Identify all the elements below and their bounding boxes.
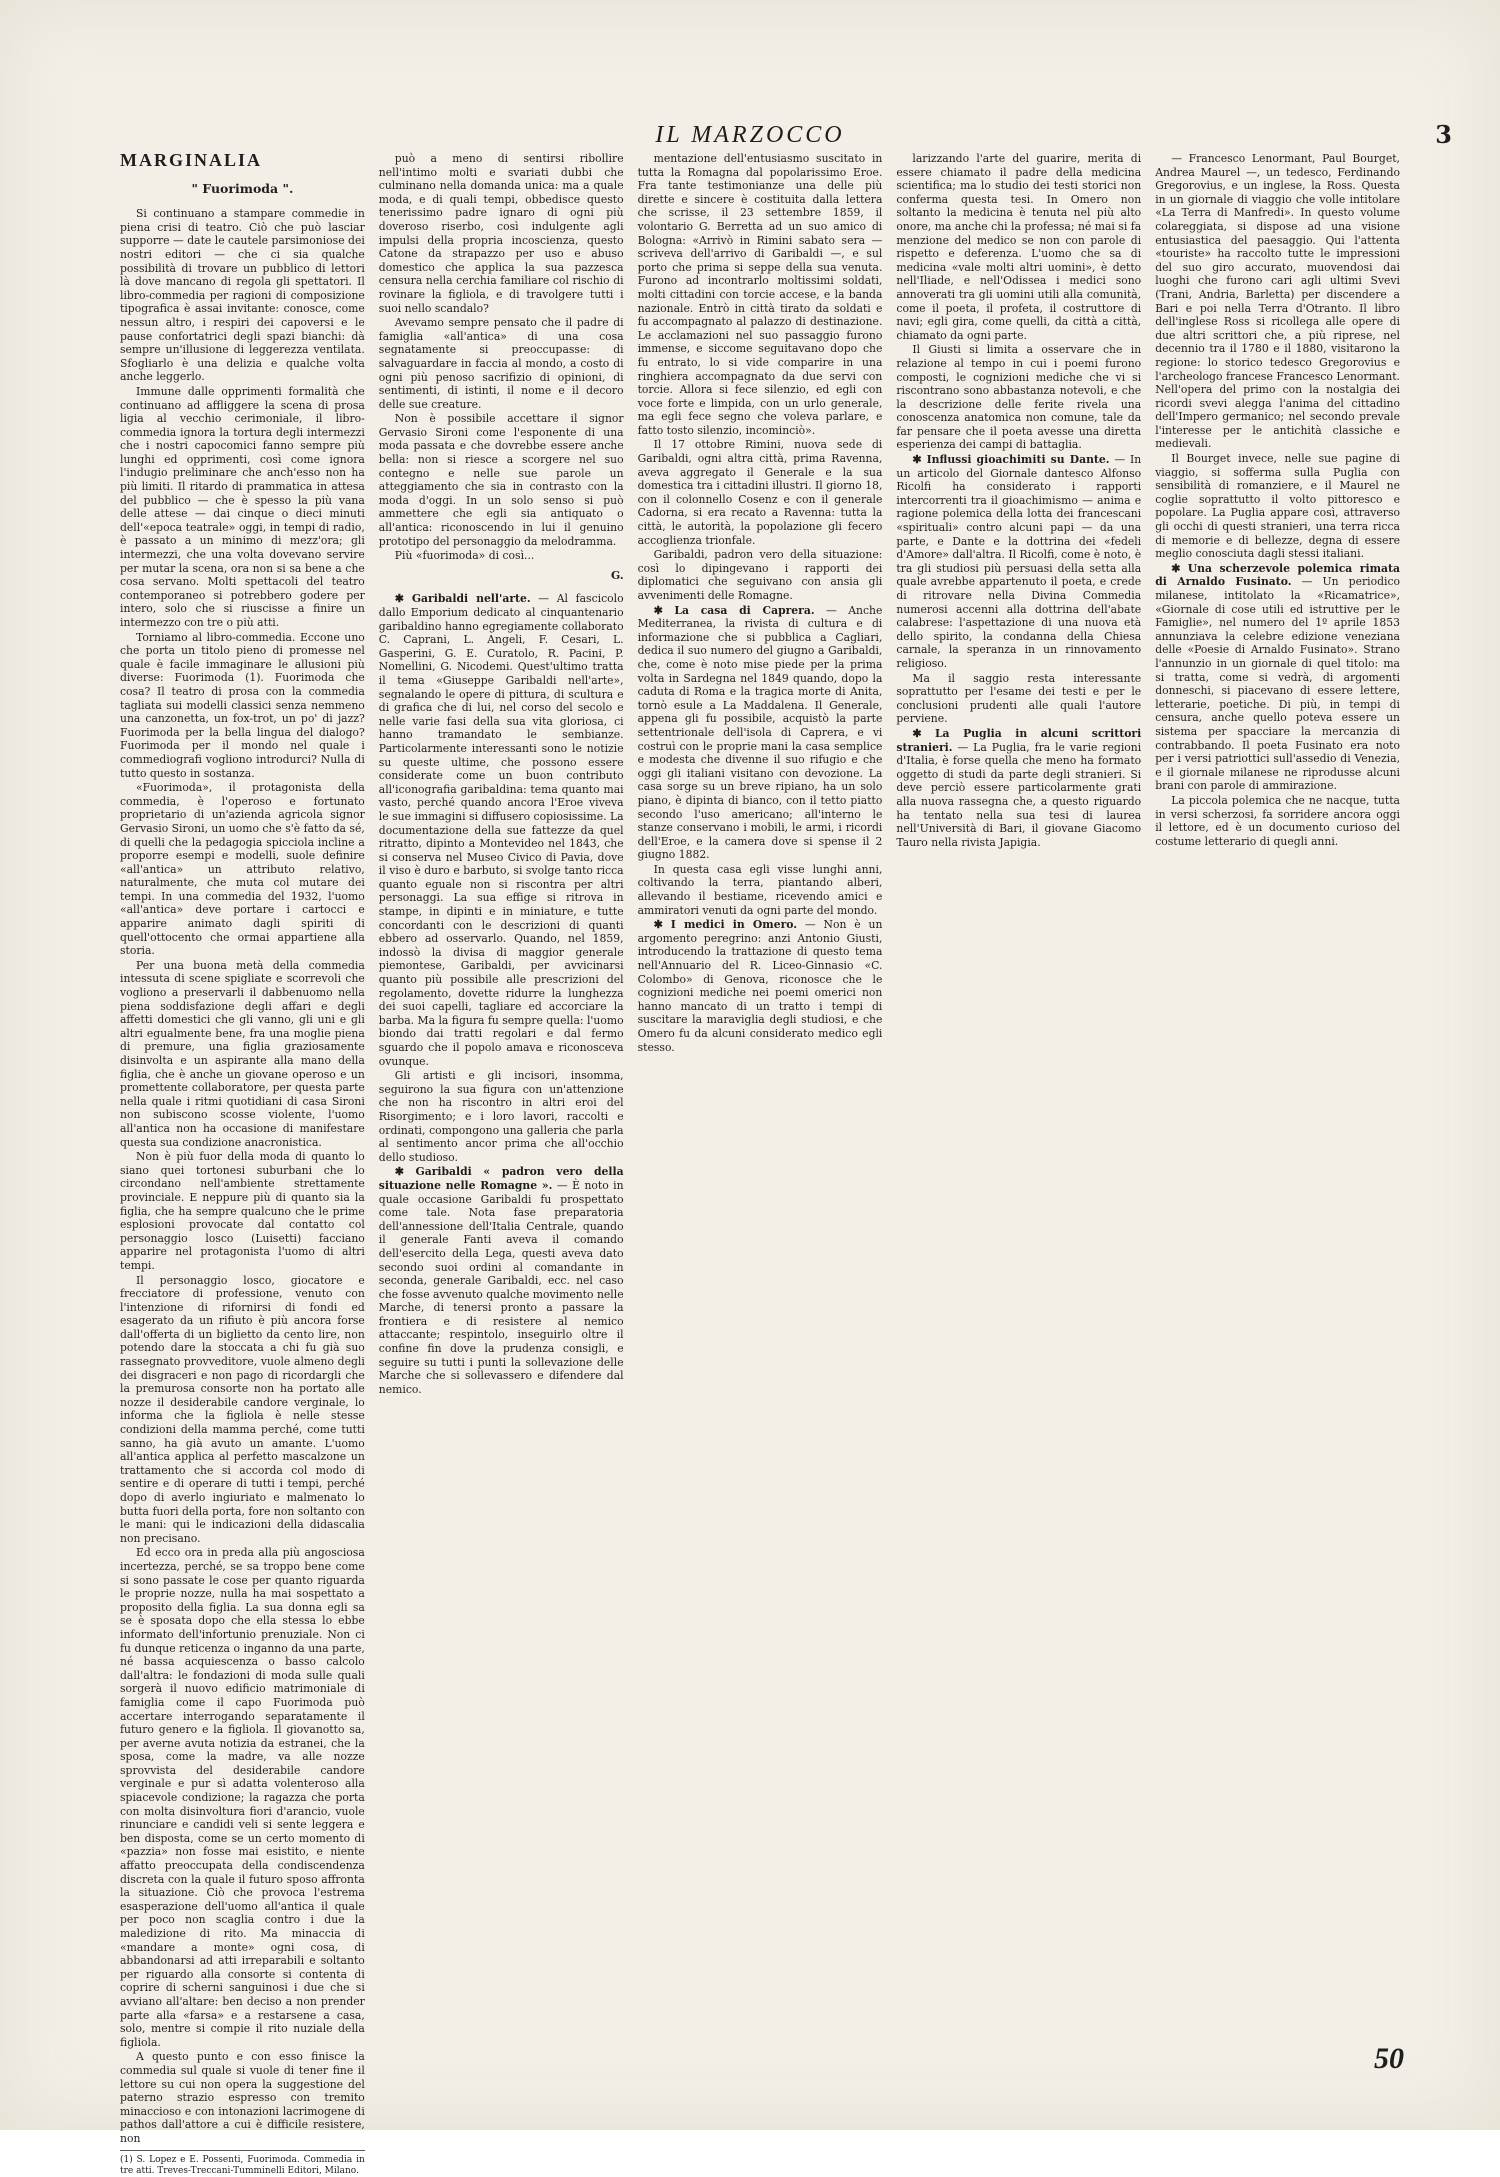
- paragraph: — Francesco Lenormant, Paul Bourget, Andrea Maurel —, un tedesco, Ferdinando Gregorovius, e un inglese, la Ross. Questa in un giornale di viaggio che volle intitolare «La Terra di Manfredi». In questo volume colareggiata, si dispose ad una visione entusiastica del paesaggio. Qui l'attenta «touriste» ha raccolto tutte le impressioni del suo giro accurato, muovendosi dai luoghi che furono cari agli ultimi Svevi (Trani, Andria, Barletta) per discendere a Bari e poi nella Terra d'Otranto. Il libro dell'inglese Ross si ricollega alle opere di due altri scrittori che, a più riprese, nel decennio tra il 1780 e il 1880, visitarono la regione: lo storico tedesco Gregorovius e l'archeologo francese Francesco Lenormant. Nell'opera del primo con la nostalgia dei ricordi svevi alegga l'anima del cittadino dell'Impero germanico; nel secondo prevale l'interesse per le antichità classiche e medievali.: [1155, 152, 1400, 451]
- section-heading: ✱ Garibaldi « padron vero della situazione nelle Romagne ».: [378, 1165, 624, 1192]
- section-text: — Anche Mediterranea, la rivista di cultura e di informazione che si pubblica a Cagliari, dedica il suo numero del giugno a Garibaldi, che, come è noto mise piede per la prima volta in Sardegna nel 1849 quando, dopo la caduta di Roma e la tragica morte di Anita, tornò esule a La Maddalena. Il Generale, appena gli fu possibile, acquistò la parte settentrionale dell'isola di Caprera, e vi costruì con le proprie mani la casa semplice e modesta che divenne il suo rifugio e che oggi gli italiani visitano con devozione. La casa sorge su un breve ripiano, ha un solo piano, è dipinta di bianco, con il tetto piatto secondo l'uso americano; all'interno le stanze conservano i mobili, le armi, i ricordi dell'Eroe, e la camera dove si spense il 2 giugno 1882.: [637, 603, 883, 862]
- footnote: (1) S. Lopez e E. Possenti, Fuorimoda. Commedia in tre atti. Treves-Treccani-Tumminelli Editori, Milano.: [120, 2150, 365, 2177]
- section-text: — Un periodico milanese, intitolato la «Ricamatrice», «Giornale di cose utili ed istruttive per le Famiglie», nel numero del 1º aprile 1853 annunziava la celebre edizione veneziana delle «Poesie di Arnaldo Fusinato». Strano l'annunzio in un giornale di quel titolo: ma si tratta, come si vedrà, di argomenti donneschi, si piacevano di essere lettere, letterarie, poetiche. Di più, in tempi di censura, anche quello poteva essere un sistema per spacciare la mercanzia di contrabbando. Il poeta Fusinato era noto per i versi patriottici sull'assedio di Venezia, e il giornale milanese ne riprodusse alcuni brani con parole di ammirazione.: [1155, 575, 1400, 793]
- paragraph: larizzando l'arte del guarire, merita di essere chiamato il padre della medicina scientifica; ma lo studio dei testi storici non conferma questa tesi. In Omero non soltanto la medicina è tenuta nel più alto onore, ma anche chi la professa; né mai si fa menzione del medico se non con parole di rispetto e deferenza. L'uomo che sa di medicina «vale molti altri uomini», è detto nell'Iliade, e nell'Odissea i medici sono annoverati tra gli uomini utili alla comunità, come il poeta, il profeta, il costruttore di navi; egli gira, come quelli, da città a città, chiamato da ogni parte.: [896, 152, 1142, 342]
- column-3: [638, 152, 883, 2177]
- paragraph: mentazione dell'entusiasmo suscitato in tutta la Romagna dal popolarissimo Eroe. Fra tante testimonianze una delle più dirette e sincere è costituita dalla lettera che scrisse, il 23 settembre 1859, il volontario G. Berretta ad un suo amico di Bologna: «Arrivò in Rimini sabato sera — scriveva dell'arrivo di Garibaldi —, e sul porto che prima si seppe della sua venuta. Furono ad incontrarlo moltissimi soldati, molti cittadini con torcie accese, e la banda nazionale. Entrò in città tirato da soldati e fu accompagnato al palazzo di destinazione. Le acclamazioni nel suo passaggio furono immense, e siccome seguitavano dopo che fu entrato, lo si vide comparire in una ringhiera accompagnato da due servi con torcie. Allora si fece silenzio, ed egli con voce forte e limpida, con un urlo generale, ma egli fece segno che voleva parlare, e fatto tosto silenzio, incominciò».: [637, 152, 883, 437]
- page-header: [40, 118, 1460, 152]
- section-text: — Non è un argomento peregrino: anzi Antonio Giusti, introducendo la trattazione di questo tema nell'Annuario del R. Liceo-Ginnasio «C. Colombo» di Genova, riconosce che le cognizioni mediche nei poemi omerici non hanno mancato di un tratto i tempi di suscitare la maraviglia degli studiosi, e che Omero fu da alcuni considerato medico egli stesso.: [637, 918, 883, 1054]
- paragraph: Ma il saggio resta interessante soprattutto per l'esame dei testi e per le conclusioni prudenti alle quali l'autore perviene.: [896, 671, 1142, 726]
- section-text: — È noto in quale occasione Garibaldi fu prospettato come tale. Nota fase preparatoria dell'annessione dell'Italia Centrale, quando il generale Fanti aveva il comando dell'esercito della Lega, questi aveva dato secondo suoi ordini al comandante in seconda, generale Garibaldi, ecc. nel caso che fosse avvenuto qualche movimento nelle Marche, di tenersi pronto a passare la frontiera e di resistere al nemico attaccante; respintolo, inseguirlo oltre il confine fin dove la prudenza consigli, e seguire su tutti i punti la sollevazione delle Marche che si sollevassero e difendere dal nemico.: [378, 1178, 624, 1396]
- section-heading: ✱ I medici in Omero.: [653, 918, 798, 932]
- column-5: [1155, 152, 1400, 2177]
- section-heading: ✱ La Puglia in alcuni scrittori stranieri.: [896, 726, 1142, 754]
- column-2: [379, 152, 624, 2177]
- section-heading: ✱ Una scherzevole polemica rimata di Arnaldo Fusinato.: [1155, 561, 1400, 589]
- masthead: IL MARZOCCO: [655, 121, 845, 148]
- paragraph: Non è possibile accettare il signor Gervasio Sironi come l'esponente di una moda passata e che dovrebbe essere anche bella: non si riesce a scorgere nel suo contegno e nelle sue parole un atteggiamento che sia in contrasto con la moda d'oggi. In un solo senso si può ammettere che egli sia antiquato o all'antica: riconoscendo in lui il genuino prototipo del personaggio da melodramma.: [378, 412, 624, 548]
- paragraph: Per una buona metà della commedia intessuta di scene spigliate e scorrevoli che vogliono a preservarli il dabbenuomo nella piena soddisfazione degli affari e degli affetti domestici che gli vanno, gli uni e gli altri egualmente bene, fra una moglie piena di premure, una figlia graziosamente disinvolta e un aspirante alla mano della figlia, che è anche un giovane operoso e un promettente collaboratore, per questa parte nella quale i ritmi quotidiani di casa Sironi non subiscono scosse violente, l'uomo all'antica non ha occasione di manifestare questa sua condizione anacronistica.: [120, 958, 365, 1149]
- section-text: — In un articolo del Giornale dantesco Alfonso Ricolfi ha considerato i rapporti intercorrenti tra il gioachimismo — anima e ragione polemica della lotta dei francescani «spirituali» contro alcuni papi — da una parte, e Dante e la dottrina dei «fedeli d'Amore» dall'altra. Il Ricolfi, come è noto, è tra gli studiosi più persuasi della setta alla quale avrebbe appartenuto il poeta, e crede di ritrovare nella Divina Commedia numerosi accenni alla dottrina dell'abate calabrese: l'aspettazione di una nuova età dello spirito, la condanna della Chiesa carnale, la speranza in un rinnovamento religioso.: [896, 453, 1142, 670]
- page-number: 3: [1435, 120, 1452, 149]
- folio-number: 50: [1374, 2042, 1404, 2075]
- paragraph: Il Bourget invece, nelle sue pagine di viaggio, si sofferma sulla Puglia con sensibilità di romanziere, e il Maurel ne coglie soprattutto il volto pittoresco e popolare. La Puglia appare così, attraverso gli occhi di questi stranieri, una terra ricca di memorie e di bellezze, degna di essere meglio conosciuta dagli stessi italiani.: [1155, 452, 1400, 561]
- article-title: " Fuorimoda ".: [191, 180, 294, 196]
- paragraph: Gli artisti e gli incisori, insomma, seguirono la sua figura con un'attenzione che non ha riscontro in altri eroi del Risorgimento; e i loro lavori, raccolti e ordinati, compongono una galleria che parla al sentimento ancor prima che all'occhio dello studioso.: [378, 1069, 624, 1164]
- paragraph: Il 17 ottobre Rimini, nuova sede di Garibaldi, ogni altra città, prima Ravenna, aveva aggregato il Generale e la sua domestica tra i cittadini illustri. Il giorno 18, con il colonnello Cosenz e con il generale Cadorna, si era recato a Ravenna: tutta la città, le autorità, la popolazione gli fecero accoglienza trionfale.: [637, 438, 883, 547]
- paragraph: Si continuano a stampare commedie in piena crisi di teatro. Ciò che può lasciar supporre — date le cautele parsimoniose dei nostri editori — che ci sia qualche possibilità di trovare un pubblico di lettori là dove mancano di regola gli spettatori. Il libro-commedia per ragioni di composizione tipografica è assai invitante: conosce, come nessun altro, i respiri dei capoversi e le pause confortatrici degli spazi bianchi: dà sempre un'illusione di leggerezza ventilata. Sfogliarlo è una delizia e qualche volta anche leggerlo.: [120, 207, 365, 384]
- section-heading: ✱ La casa di Caprera.: [653, 603, 815, 617]
- paragraph: può a meno di sentirsi ribollire nell'intimo molti e svariati dubbi che culminano nella domanda unica: ma a quale moda, e di quali tempi, obbedisce questo tenerissimo padre ignaro di ogni più doveroso riserbo, così indulgente agli impulsi della propria incoscienza, questo Catone da strapazzo per uso e abuso domestico che applica la sua pazzesca censura nella cerchia familiare col rischio di rovinare la figliola, e di travolgere tutti i suoi nello scandalo?: [378, 152, 624, 315]
- paragraph: Ed ecco ora in preda alla più angosciosa incertezza, perché, se sa troppo bene come si sono passate le cose per quanto riguarda le proprie nozze, nulla ha mai sospettato a proposito della figlia. La sua donna egli sa se è sposata dopo che ella stessa lo ebbe informato dell'infortunio prenuziale. Non ci fu dunque reticenza o inganno da una parte, né bassa acquiescenza o basso calcolo dall'altra: le fondazioni di moda sulle quali sorgerà il nuovo edificio matrimoniale di famiglia come il capo Fuorimoda può accertare interrogando separatamente il futuro genero e la figliola. Il giovanotto sa, per averne avuta notizia da estranei, che la sposa, come la madre, va alle nozze sprovvista del desiderabile candore verginale e pur sì adatta volenteroso alla spiacevole condizione; la ragazza che porta con molta disinvoltura fiori d'arancio, vuole rinunciare e candidi veli si sente leggera e ben disposta, come se un certo momento di «pazzia» non fosse mai esistito, e niente affatto preoccupata della condiscendenza discreta con la quale il futuro sposo affronta la situazione. Ciò che provoca l'estrema esasperazione dell'uomo all'antica il quale per poco non scaglia contro i due la maledizione di rito. Ma minaccia di «mandare a monte» ogni cosa, di abbandonarsi ad atti irreparabili e soltanto per riguardo alla consorte si contenta di coprire di scherni sanguinosi i due che si avviano all'altare: ben deciso a non prender parte alla «farsa» e a restarsene a casa, solo, mentre si compie il rito nuziale della figliola.: [120, 1546, 365, 2049]
- author-signature: G.: [610, 568, 624, 582]
- paragraph: Garibaldi, padron vero della situazione: così lo dipingevano i rapporti dei diplomatici che seguivano con ansia gli avvenimenti delle Romagne.: [637, 548, 883, 602]
- paragraph: Il Giusti si limita a osservare che in relazione al tempo in cui i poemi furono composti, le cognizioni mediche che vi si riscontrano sono abbastanza notevoli, e che la descrizione delle ferite rivela una conoscenza anatomica non comune, tale da far pensare che il poeta avesse una diretta esperienza dei campi di battaglia.: [896, 343, 1142, 452]
- section-text: — Al fascicolo dallo Emporium dedicato al cinquantenario garibaldino hanno egregiamente collaborato C. Caprani, L. Angeli, F. Cesari, L. Gasperini, G. E. Curatolo, R. Pacini, P. Nomellini, G. Nicodemi. Quest'ultimo tratta il tema «Giuseppe Garibaldi nell'arte», segnalando le opere di pittura, di scultura e di grafica che di lui, nel corso del secolo e nelle varie fasi della sua vita gloriosa, ci hanno tramandato le sembianze. Particolarmente interessanti sono le notizie su queste ultime, che possono essere considerate come un buon contributo all'iconografia garibaldina: tema quanto mai vasto, perché quando ancora l'Eroe viveva le sue immagini si diffusero copiosissime. La documentazione della sue fattezze da quel ritratto, dipinto a Montevideo nel 1843, che si conserva nel Museo Civico di Pavia, dove il viso è duro e barbuto, si svolge tanto ricca quanto eguale non si riscontra per altri personaggi. La sua effige si ritrova in stampe, in dipinti e in miniature, e tutte concordanti con le descrizioni di quanti ebbero ad osservarlo. Quando, nel 1859, indossò la divisa di maggior generale piemontese, Garibaldi, per avvicinarsi quanto più possibile alle prescrizioni del regolamento, dovette ridurre la lunghezza dei suoi capelli, tagliare ed accorciare la barba. Ma la figura fu sempre quella: l'uomo biondo dai tratti regolari e dal fermo sguardo che il popolo amava e riconosceva ovunque.: [378, 592, 624, 1068]
- column-4: [896, 152, 1141, 2177]
- paragraph: Immune dalle opprimenti formalità che continuano ad affliggere la scena di prosa ligia al vecchio cerimoniale, il libro-commedia ignora la tortura degli intermezzi che i nostri capocomici fanno sempre più lunghi ed opprimenti, così come ignora l'indugio preliminare che anch'esso non ha più limiti. Il ritardo di prammatica in attesa del pubblico — che è spesso la più vana delle attese — dai cinque o dieci minuti dell'«epoca teatrale» oggi, in tempi di radio, è passato a un minimo di mezz'ora; gli intermezzi, che una volta dovevano servire per mutar la scena, ora non si sa bene a che cosa servano. Molti spettacoli del teatro contemporaneo si potrebbero godere per intero, solo che si riuscisse a finire un intermezzo con tre o più atti.: [120, 384, 365, 629]
- column-1: [120, 152, 365, 2177]
- section-text: — La Puglia, fra le varie regioni d'Italia, è forse quella che meno ha formato oggetto di studi da parte degli stranieri. Si deve perciò essere particolarmente grati alla nuova rassegna che, a questo riguardo ha tentato nella sua tesi di laurea nell'Università di Bari, il giovane Giacomo Tauro nella rivista Japigia.: [896, 740, 1142, 849]
- paragraph: Più «fuorimoda» di così...: [394, 549, 535, 563]
- paragraph: «Fuorimoda», il protagonista della commedia, è l'operoso e fortunato proprietario di un'azienda agricola signor Gervasio Sironi, un uomo che s'è fatto da sé, di quelli che la pedagogia spicciola incline a proporre esempi e modelli, suole definire «all'antica» un attributo relativo, naturalmente, che muta col mutare dei tempi. In una commedia del 1932, l'uomo «all'antica» deve portare i cartocci e apparire animato dagli spiriti di quell'ottocento che ormai appartiene alla storia.: [120, 781, 365, 958]
- section-heading: ✱ Garibaldi nell'arte.: [394, 592, 531, 606]
- paragraph: Il personaggio losco, giocatore e frecciatore di professione, venuto con l'intenzione di rifornirsi di fondi ed esagerato da un rifiuto è più ancora forse dall'offerta di un biglietto da cento lire, non potendo dare la stoccata a chi fu già suo rassegnato provveditore, vuole almeno degli dei disgraceri e non pago di ricordargli che la premurosa consorte non ha portato alle nozze il desiderabile candore verginale, lo informa che la figliola è nelle stesse condizioni della mamma perché, come tutti sanno, ha già avuto un amante. L'uomo all'antica applica al perfetto mascalzone un trattamento che si accorda col modo di sentire e di operare di tutti i tempi, perché dopo di averlo ingiuriato e malmenato lo butta fuori della porta, fore non soltanto con le mani: qui le indicazioni della didascalia non precisano.: [120, 1273, 365, 1545]
- paragraph: Torniamo al libro-commedia. Eccone uno che porta un titolo pieno di promesse nel quale è facile immaginare le allusioni più diverse: Fuorimoda (1). Fuorimoda che cosa? Il teatro di prosa con la commedia tagliata sui modelli classici senza nemmeno una canzonetta, un fox-trot, un po' di jazz? Fuorimoda per la bella lingua del dialogo? Fuorimoda per il mondo nel quale i commediografi vogliono introdurci? Nulla di tutto questo in sostanza.: [120, 630, 365, 780]
- paragraph: In questa casa egli visse lunghi anni, coltivando la terra, piantando alberi, allevando il bestiame, ricevendo amici e ammiratori venuti da ogni parte del mondo.: [637, 862, 883, 917]
- text-columns: [120, 150, 1400, 2176]
- paragraph: La piccola polemica che ne nacque, tutta in versi scherzosi, fa sorridere ancora oggi il lettore, ed è un documento curioso del costume letterario di quegli anni.: [1155, 793, 1400, 848]
- rubric-title: MARGINALIA: [120, 150, 263, 170]
- paragraph: Avevamo sempre pensato che il padre di famiglia «all'antica» di una cosa segnatamente si preoccupasse: di salvaguardare in faccia al mondo, a costo di ogni più penoso sacrifizio di opinioni, di sentimenti, di istinti, il nome e il decoro delle sue creature.: [378, 316, 624, 411]
- paragraph: Non è più fuor della moda di quanto lo siano quei tortonesi suburbani che lo circondano nell'ambiente strettamente provinciale. E neppure più di quanto sia la figlia, che ha sempre qualcuno che le prime esplosioni provocate dal contatto col personaggio losco (Luisetti) facciano apparire nel protagonista l'uomo di altri tempi.: [120, 1150, 365, 1272]
- section-heading: ✱ Influssi gioachimiti su Dante.: [912, 453, 1110, 467]
- paragraph: A questo punto e con esso finisce la commedia sul quale si vuole di tener fine il lettore su cui non opera la suggestione del paterno strazio espresso con tremito minaccioso e con intonazioni lacrimogene di pathos dall'attore a cui è difficile resistere, non: [120, 2050, 365, 2145]
